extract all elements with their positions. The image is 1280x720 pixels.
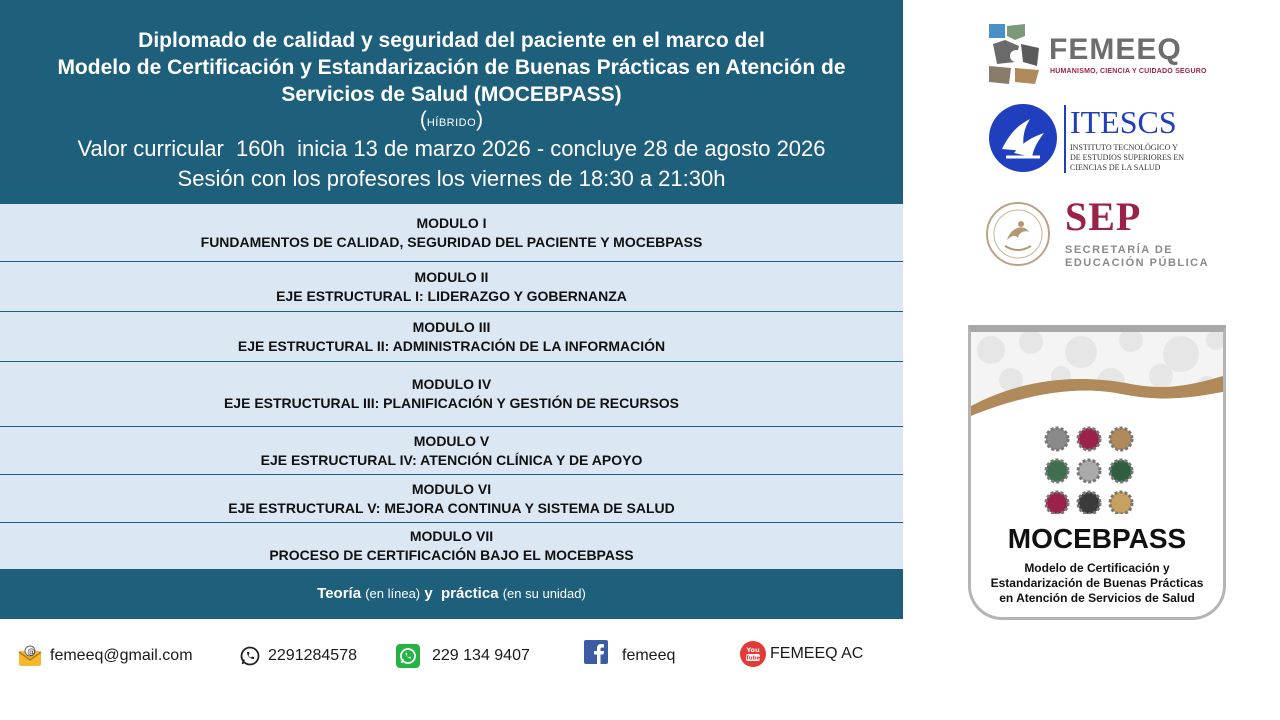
- mexico-seal-icon: [985, 200, 1051, 268]
- itescs-emblem-icon: [988, 103, 1058, 173]
- module-number: MODULO V: [413, 432, 490, 449]
- itescs-divider: [1064, 105, 1066, 173]
- phone-icon: [240, 646, 260, 666]
- mode-label: (HÍBRIDO): [419, 108, 484, 131]
- module-title: EJE ESTRUCTURAL V: MEJORA CONTINUA Y SISTEMA DE SALUD: [228, 499, 675, 516]
- contact-youtube[interactable]: [740, 640, 863, 668]
- svg-text:You: You: [746, 646, 760, 654]
- module-title: EJE ESTRUCTURAL I: LIDERAZGO Y GOBERNANZA: [276, 287, 627, 304]
- header-banner: [0, 0, 903, 203]
- module-title: EJE ESTRUCTURAL IV: ATENCIÓN CLÍNICA Y DE APOYO: [260, 451, 643, 468]
- facebook-text: femeeq: [622, 647, 676, 664]
- badge-line3: en Atención de Servicios de Salud: [999, 591, 1195, 605]
- module-title: PROCESO DE CERTIFICACIÓN BAJO EL MOCEBPASS: [269, 547, 634, 563]
- module-title: FUNDAMENTOS DE CALIDAD, SEGURIDAD DEL PACIENTE Y MOCEBPASS: [200, 233, 703, 250]
- mode-text: HÍBRIDO: [426, 117, 477, 129]
- email-text: femeeq@gmail.com: [50, 647, 193, 664]
- itescs-name: ITESCS: [1070, 104, 1177, 140]
- badge-gears-icon: [1039, 424, 1159, 514]
- title-line-2: Modelo de Certificación y Estandarización de Buenas Prácticas en Atención de: [57, 56, 846, 79]
- badge-line1: Modelo de Certificación y: [1024, 561, 1170, 575]
- sep-line1: SECRETARÍA DE: [1065, 244, 1174, 256]
- badge-title: MOCEBPASS: [1007, 523, 1187, 554]
- module-number: MODULO II: [414, 268, 489, 285]
- femeeq-name: FEMEEQ: [1049, 33, 1182, 66]
- whatsapp-icon: [396, 644, 420, 668]
- badge-line2: Estandarización de Buenas Prácticas: [990, 576, 1204, 590]
- mocebpass-badge: [968, 325, 1226, 620]
- module-row: [0, 203, 903, 261]
- modality-bar: [0, 569, 903, 619]
- sep-line2: EDUCACIÓN PÚBLICA: [1065, 257, 1210, 269]
- itescs-logo: [988, 103, 1198, 177]
- svg-text:Tube: Tube: [745, 655, 761, 662]
- module-number: MODULO IV: [411, 376, 492, 392]
- contact-facebook[interactable]: [584, 638, 675, 666]
- facebook-icon: [584, 640, 608, 664]
- theory-note: (en línea): [365, 586, 421, 601]
- title-line-3: Servicios de Salud (MOCEBPASS): [281, 83, 622, 106]
- module-title: EJE ESTRUCTURAL II: ADMINISTRACIÓN DE LA INFORMACIÓN: [237, 337, 666, 354]
- module-row: [0, 474, 903, 522]
- contact-whatsapp[interactable]: [396, 642, 530, 670]
- itescs-line1: INSTITUTO TECNOLÓGICO Y: [1070, 143, 1178, 152]
- session-info: Sesión con los profesores los viernes de 18:30 a 21:30h: [177, 166, 726, 191]
- module-row: [0, 426, 903, 474]
- email-icon: [18, 645, 42, 667]
- module-row: [0, 522, 903, 569]
- curricular-info: Valor curricular 160h inicia 13 de marzo 2026 - concluye 28 de agosto 2026: [77, 136, 826, 161]
- practice-note: (en su unidad): [502, 586, 586, 601]
- svg-text:@: @: [27, 647, 36, 656]
- module-row: [0, 361, 903, 426]
- phone-text: 2291284578: [268, 647, 357, 664]
- contact-email[interactable]: [18, 642, 193, 670]
- and-label: y: [424, 585, 433, 602]
- contact-phone[interactable]: [240, 642, 357, 670]
- femeeq-tagline: HUMANISMO, CIENCIA Y CUIDADO SEGURO: [1050, 68, 1207, 75]
- femeeq-emblem-icon: [985, 22, 1045, 86]
- femeeq-logo: [985, 22, 1207, 88]
- practice-label: práctica: [441, 585, 499, 602]
- module-number: MODULO VII: [409, 528, 494, 544]
- module-number: MODULO VI: [411, 480, 492, 497]
- itescs-line2: DE ESTUDIOS SUPERIORES EN: [1070, 153, 1185, 162]
- whatsapp-text: 229 134 9407: [432, 647, 530, 664]
- title-line-1: Diplomado de calidad y seguridad del paciente en el marco del: [138, 29, 765, 52]
- sep-name: SEP: [1065, 194, 1142, 239]
- youtube-icon: [740, 641, 766, 667]
- module-title: EJE ESTRUCTURAL III: PLANIFICACIÓN Y GESTIÓN DE RECURSOS: [223, 395, 680, 411]
- module-row: [0, 311, 903, 361]
- itescs-line3: CIENCIAS DE LA SALUD: [1070, 163, 1161, 172]
- youtube-text: FEMEEQ AC: [770, 645, 864, 662]
- sep-logo: [985, 194, 1210, 270]
- module-number: MODULO III: [412, 318, 491, 335]
- theory-label: Teoría: [317, 585, 362, 602]
- module-row: [0, 261, 903, 311]
- module-number: MODULO I: [416, 214, 487, 231]
